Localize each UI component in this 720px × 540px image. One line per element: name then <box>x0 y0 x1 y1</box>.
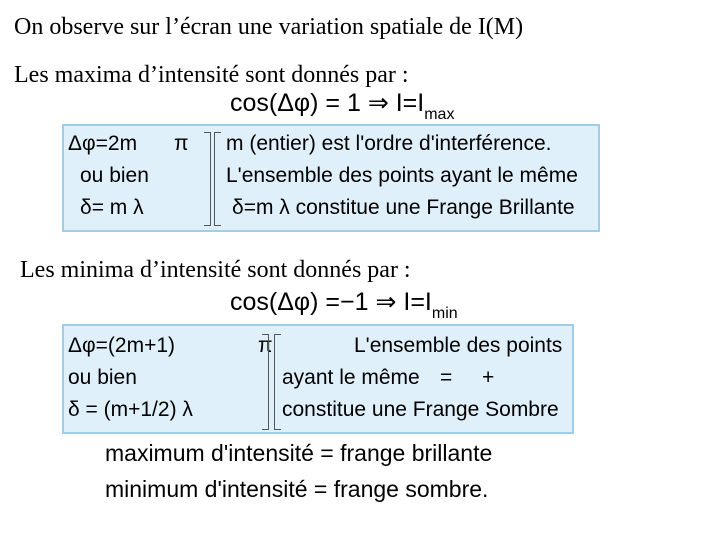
minima-formula <box>230 287 458 323</box>
right-bracket-open <box>274 334 281 430</box>
minima-box <box>62 324 574 434</box>
minima-left-r2: ou bien <box>68 366 137 389</box>
maxima-heading: Les maxima d’intensité sont donnés par : <box>14 62 409 88</box>
maxima-formula-sub: max <box>424 106 455 123</box>
maxima-formula <box>230 88 454 124</box>
maxima-formula-rhs: I=I <box>395 89 425 117</box>
minima-right-r2c: + <box>482 366 495 389</box>
minima-right-r2b: = <box>440 366 453 389</box>
minima-heading: Les minima d’intensité sont donnés par : <box>20 257 411 283</box>
minima-left-r1b: π <box>258 334 273 357</box>
footer-line-1: maximum d'intensité = frange brillante <box>105 440 493 466</box>
minima-right-r2a: ayant le même <box>282 366 420 389</box>
maxima-formula-lhs: cos(Δφ) = 1 <box>230 89 361 117</box>
left-bracket-close <box>262 334 269 430</box>
minima-formula-sub: min <box>431 305 458 322</box>
minima-left-r1a: Δφ=(2m+1) <box>68 334 176 357</box>
maxima-left-r1a: Δφ=2m <box>68 132 138 155</box>
maxima-left-r2: ou bien <box>80 164 149 187</box>
minima-left-r3: δ = (m+1/2) λ <box>68 398 193 421</box>
maxima-left-r1b: π <box>174 132 189 155</box>
implies-symbol: ⇒ <box>375 288 397 316</box>
footer-line-2: minimum d'intensité = frange sombre. <box>105 476 489 502</box>
right-bracket-open <box>214 132 221 226</box>
minima-formula-rhs: I=I <box>403 288 432 316</box>
minima-right-r3: constitue une Frange Sombre <box>282 398 559 421</box>
maxima-right-r2: L'ensemble des points ayant le même <box>226 164 578 187</box>
maxima-box <box>62 124 600 232</box>
left-bracket-close <box>204 132 211 226</box>
maxima-right-r1: m (entier) est l'ordre d'interférence. <box>226 132 552 155</box>
minima-formula-lhs: cos(Δφ) =−1 <box>230 288 369 316</box>
implies-symbol: ⇒ <box>367 89 389 117</box>
intro-line: On observe sur l’écran une variation spatiale de I(M) <box>14 14 524 40</box>
maxima-right-r3: δ=m λ constitue une Frange Brillante <box>232 196 575 219</box>
maxima-left-r3: δ= m λ <box>80 196 144 219</box>
minima-right-r1: L'ensemble des points <box>354 334 563 357</box>
